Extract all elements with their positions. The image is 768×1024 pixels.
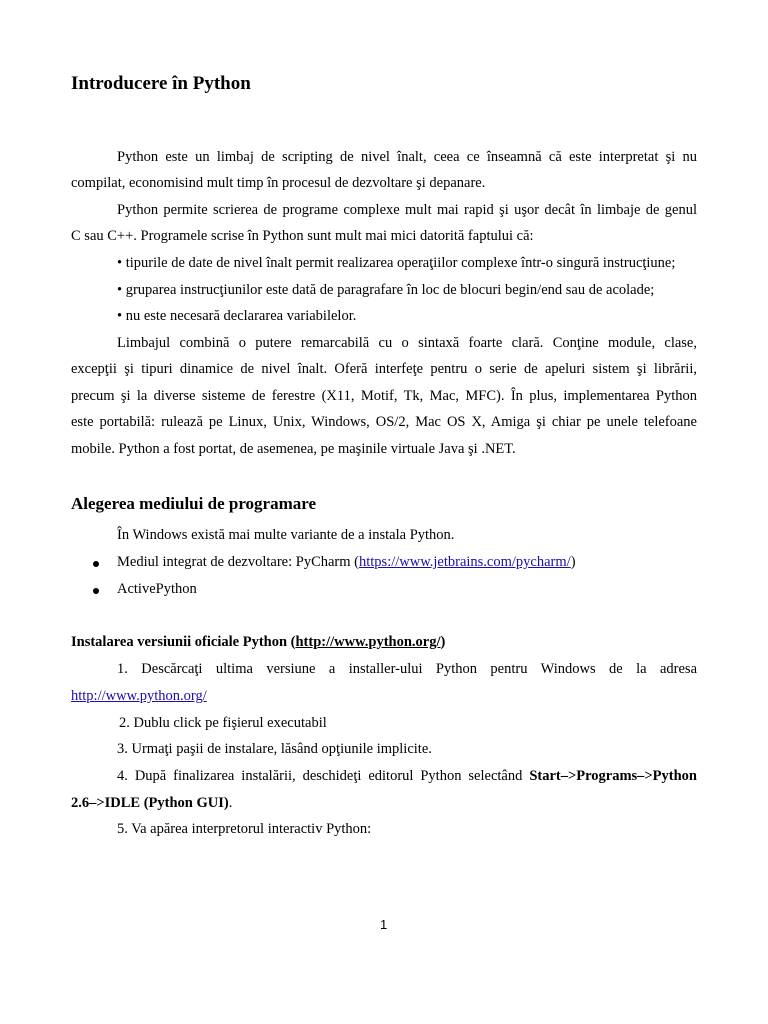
install-step-3: 3. Urmaţi paşii de instalare, lăsând opţiunile implicite. bbox=[117, 741, 432, 757]
section-heading-installation bbox=[71, 634, 697, 651]
install-step-2: 2. Dublu click pe fişierul executabil bbox=[119, 715, 327, 731]
feature-bullet-2: • gruparea instrucţiunilor este dată de paragrafare în loc de blocuri begin/end sau de acolade; bbox=[117, 282, 655, 298]
page-title: Introducere în Python bbox=[71, 73, 251, 94]
intro-paragraph-2-line-1: Python permite scrierea de programe complexe mult mai rapid şi uşor decât în limbaje de genul bbox=[117, 202, 697, 218]
install-step-4-menu-path: Start–>Programs–>Python bbox=[529, 768, 697, 784]
intro-paragraph-2-line-2: C sau C++. Programele scrise în Python sunt mult mai mici datorită faptului că: bbox=[71, 228, 534, 244]
intro-paragraph-3-line-3: precum şi la diverse sisteme de ferestre (X11, Motif, Tk, Mac, MFC). În plus, implementarea Python bbox=[71, 388, 697, 404]
python-org-download-link[interactable]: http://www.python.org/ bbox=[71, 688, 207, 704]
intro-paragraph-1-line-2: compilat, economisind mult timp în procesul de dezvoltare şi depanare. bbox=[71, 175, 486, 191]
install-step-5: 5. Va apărea interpretorul interactiv Python: bbox=[117, 821, 372, 837]
intro-paragraph-3-line-4: este portabilă: rulează pe Linux, Unix, Windows, OS/2, Mac OS X, Amiga şi chiar pe unele telefoane bbox=[71, 414, 697, 430]
feature-bullet-1: • tipurile de date de nivel înalt permit realizarea operaţiilor complexe într-o singură instrucţiune; bbox=[117, 255, 676, 271]
section-heading-environment: Alegerea mediului de programare bbox=[71, 494, 317, 513]
intro-paragraph-1-line-1: Python este un limbaj de scripting de nivel înalt, ceea ce înseamnă că este interpretat şi nu bbox=[117, 149, 697, 165]
intro-paragraph-3-line-1: Limbajul combină o putere remarcabilă cu o sintaxă foarte clară. Conţine module, clase, bbox=[117, 335, 697, 351]
install-step-1-line-2 bbox=[71, 688, 697, 705]
page-number: 1 bbox=[380, 917, 388, 932]
install-step-4-line-1 bbox=[117, 768, 697, 785]
install-step-4-text: 4. După finalizarea instalării, deschideţi editorul Python selectând bbox=[117, 768, 530, 784]
python-org-heading-link[interactable]: http://www.python.org/ bbox=[295, 634, 441, 650]
list-item-pycharm-label: Mediul integrat de dezvoltare: PyCharm ( bbox=[117, 554, 359, 570]
section-heading-installation-label: Instalarea versiunii oficiale Python ( bbox=[71, 634, 296, 650]
section-environment-lead: În Windows există mai multe variante de a instala Python. bbox=[117, 527, 455, 543]
section-heading-installation-close: ) bbox=[440, 634, 446, 650]
install-step-1-line-1: 1. Descărcaţi ultima versiune a installer-ului Python pentru Windows de la adresa bbox=[117, 661, 697, 677]
install-step-4-period: . bbox=[228, 795, 233, 811]
feature-bullet-3: • nu este necesară declararea variabilelor. bbox=[117, 308, 357, 324]
list-item-pycharm bbox=[117, 554, 743, 571]
bullet-dot-icon bbox=[93, 588, 99, 594]
bullet-dot-icon bbox=[93, 561, 99, 567]
install-step-4-menu-path-end: 2.6–>IDLE (Python GUI) bbox=[71, 795, 229, 811]
pycharm-link[interactable]: https://www.jetbrains.com/pycharm/ bbox=[359, 554, 571, 570]
list-item-activepython: ActivePython bbox=[117, 581, 197, 597]
intro-paragraph-3-line-5: mobile. Python a fost portat, de asemenea, pe maşinile virtuale Java şi .NET. bbox=[71, 441, 516, 457]
list-item-pycharm-close: ) bbox=[570, 554, 576, 570]
install-step-4-line-2 bbox=[71, 795, 697, 812]
intro-paragraph-3-line-2: excepţii şi tipuri dinamice de nivel înalt. Oferă interfeţe pentru o serie de apeluri sistem şi librării, bbox=[71, 361, 697, 377]
